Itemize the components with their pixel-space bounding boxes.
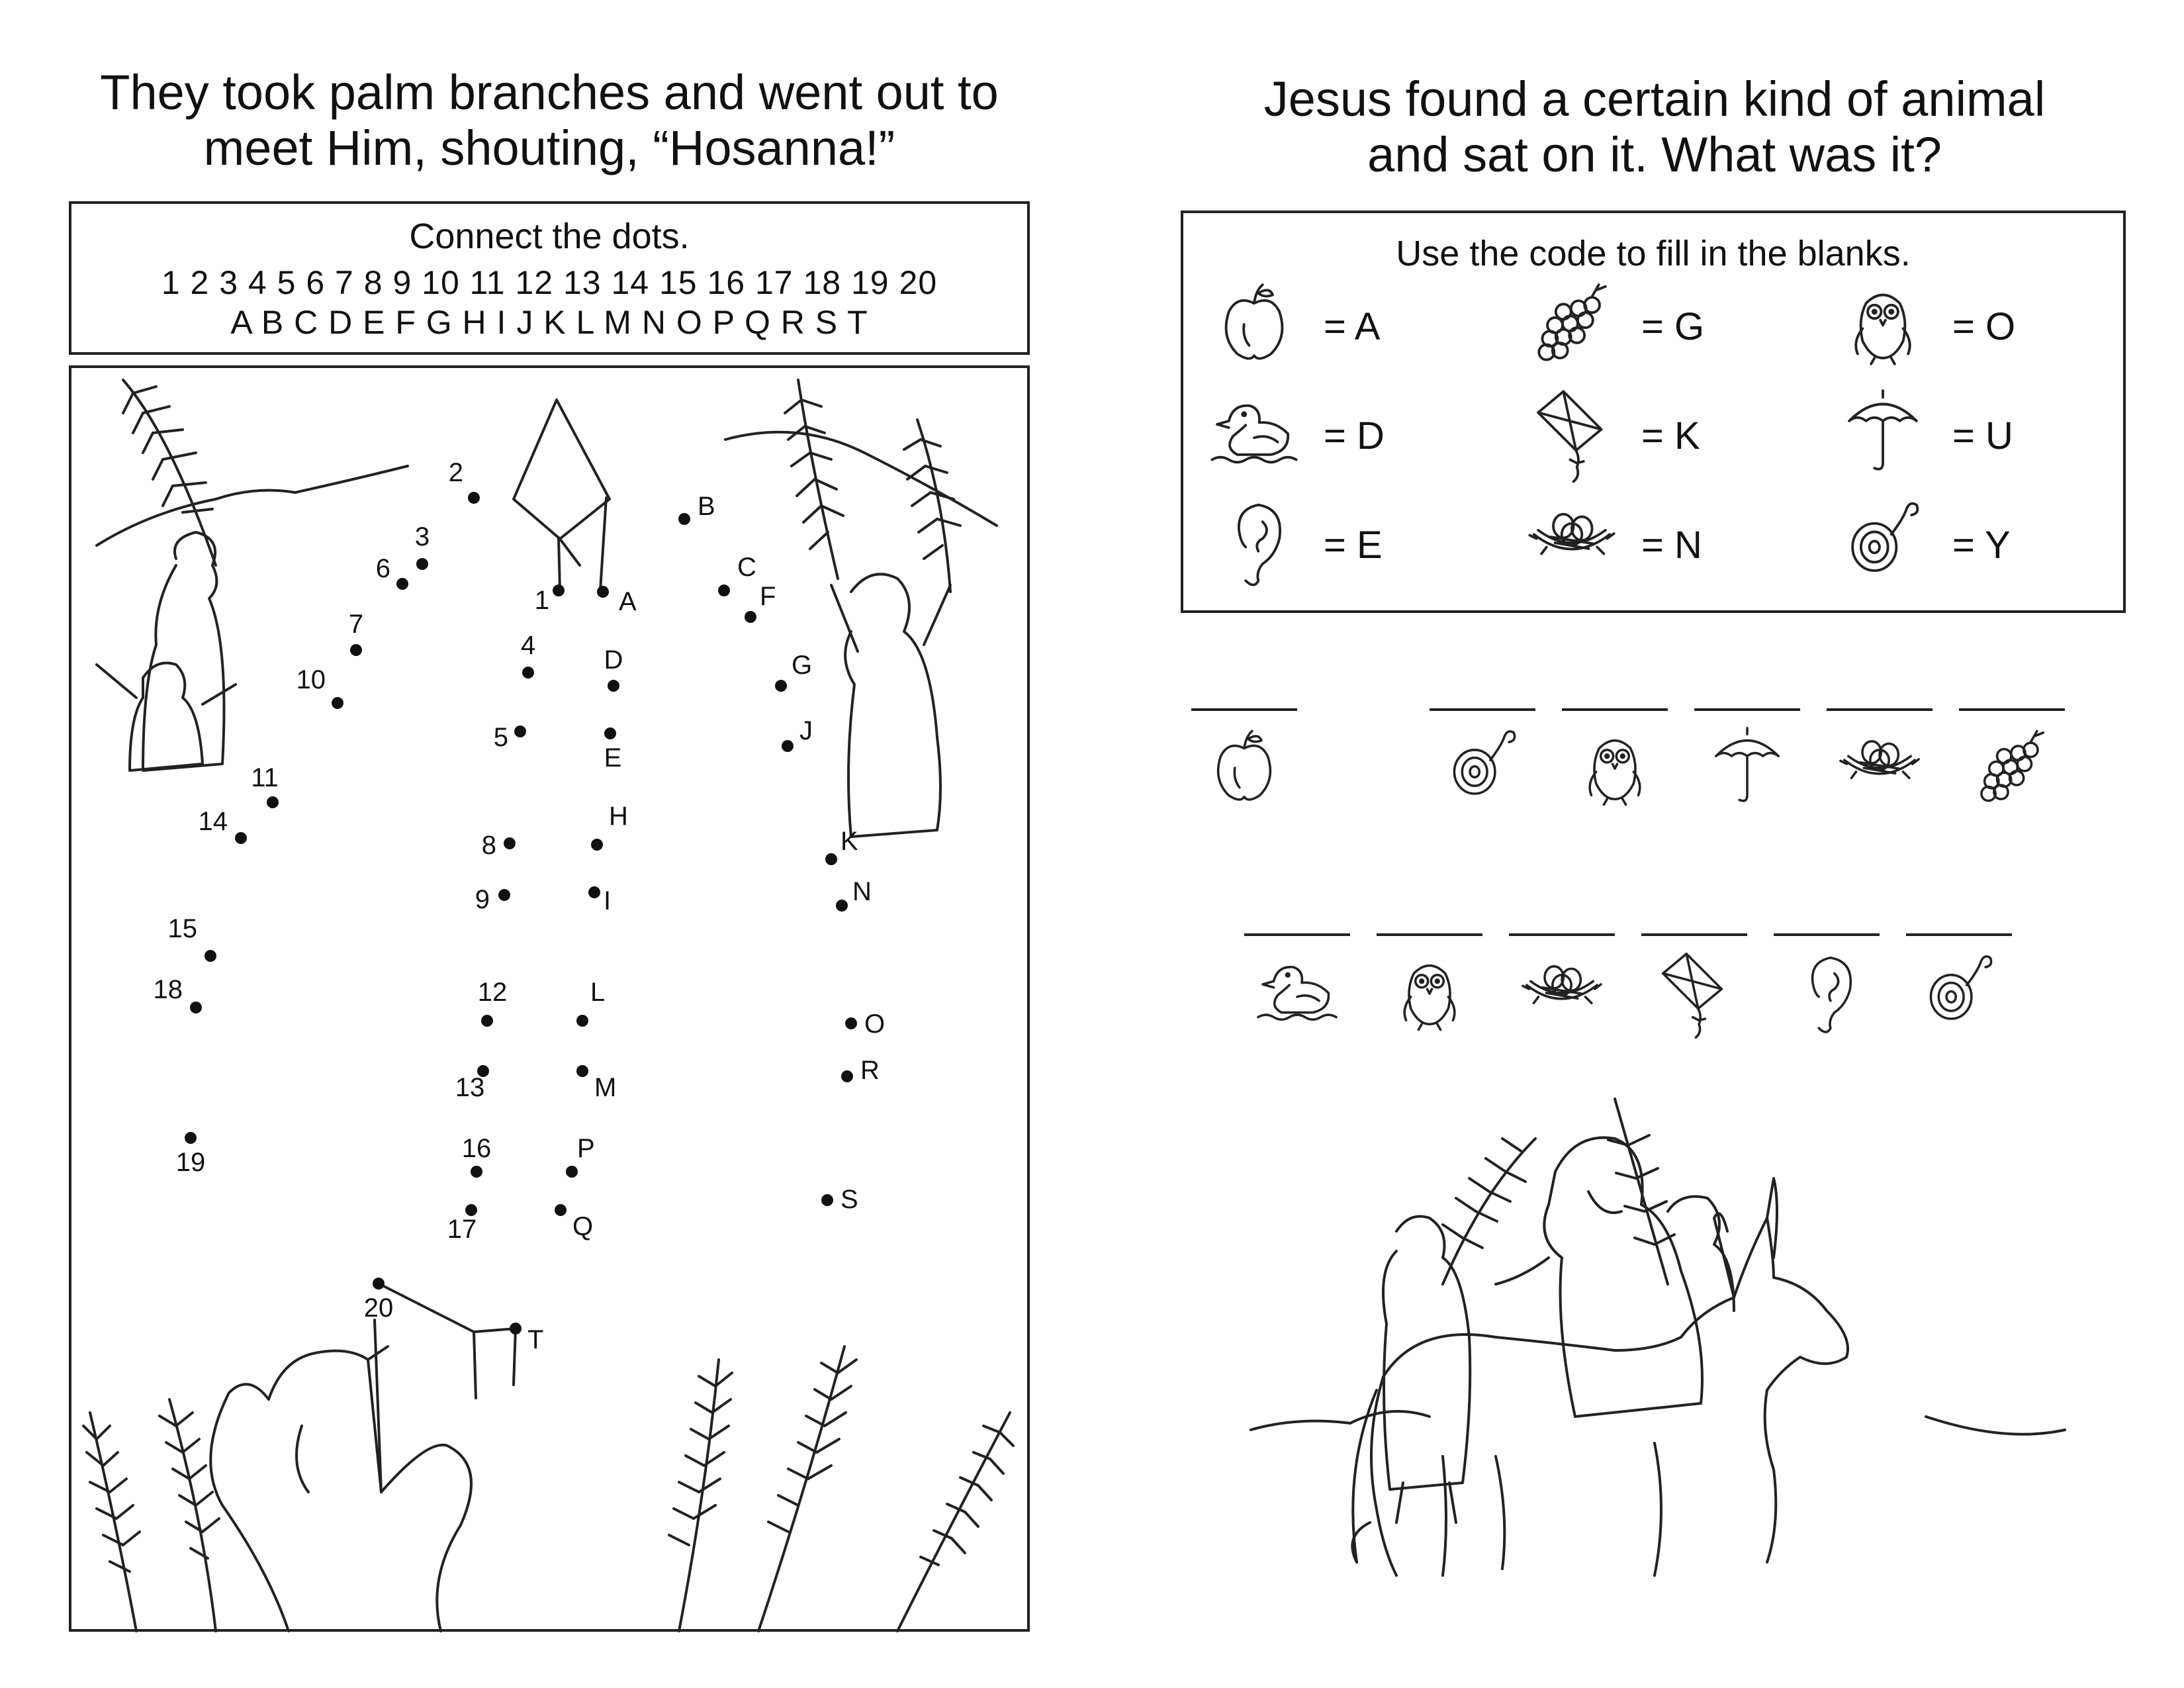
dot-14[interactable] (235, 832, 247, 844)
left-heading (53, 65, 1046, 176)
dot-label-18: 18 (153, 975, 183, 1004)
dot-label-m: M (594, 1073, 617, 1102)
jesus-figure (1544, 1138, 1702, 1417)
dot-i[interactable] (588, 886, 600, 898)
dot-10[interactable] (332, 697, 343, 709)
dot-label-e: E (604, 743, 622, 773)
answer-blank[interactable] (1191, 708, 1297, 711)
nest-icon (1529, 496, 1615, 589)
dot-b[interactable] (678, 513, 690, 525)
dot-2[interactable] (468, 492, 480, 504)
dot-label-14: 14 (198, 807, 228, 836)
dot-6[interactable] (396, 578, 408, 590)
code-key-value: = N (1641, 524, 1702, 567)
palm-frond-jesus (1615, 1099, 1668, 1284)
code-key-apple (1211, 278, 1489, 377)
kite-icon (1655, 950, 1734, 1036)
donkey-body (1371, 1218, 1848, 1575)
apple-icon (1205, 725, 1284, 811)
code-key-grid (1211, 278, 2111, 589)
dot-3[interactable] (416, 558, 428, 570)
answer-blank[interactable] (1827, 708, 1933, 711)
code-key-value: = Y (1952, 524, 2011, 567)
right-heading (1178, 71, 2131, 183)
left-heading-line1: They took palm branches and went out to (100, 65, 999, 120)
dot-l[interactable] (576, 1015, 588, 1027)
dot-m[interactable] (576, 1065, 588, 1077)
dot-q[interactable] (555, 1204, 567, 1216)
dot-c[interactable] (718, 585, 730, 596)
code-key-value: = A (1324, 305, 1381, 348)
right-heading-line1: Jesus found a certain kind of animal (1263, 71, 2046, 126)
code-key-kite (1529, 387, 1807, 487)
code-key-duck (1211, 387, 1489, 487)
dot-t[interactable] (510, 1323, 522, 1335)
dot-label-f: F (760, 582, 776, 611)
ground-left (1251, 1421, 1350, 1430)
dot-label-r: R (860, 1056, 880, 1085)
dot-label-8: 8 (481, 831, 496, 860)
letters-row: A B C D E F G H I J K L M N O P Q R S T (230, 304, 868, 341)
right-heading-line2: and sat on it. What was it? (1367, 127, 1942, 182)
code-key-value: = G (1641, 305, 1705, 348)
dot-label-s: S (841, 1185, 858, 1214)
code-key-umbrella (1840, 387, 2118, 487)
dot-15[interactable] (205, 950, 216, 962)
nest-icon (1840, 725, 1919, 811)
code-key-value: = O (1952, 305, 2016, 348)
dot-h[interactable] (591, 839, 603, 851)
answer-blank[interactable] (1774, 933, 1880, 936)
nest-icon (1522, 950, 1602, 1036)
ear-icon (1787, 950, 1866, 1036)
answer-word-1 (1191, 708, 2085, 827)
dot-label-k: K (841, 827, 858, 856)
owl-icon (1390, 950, 1469, 1036)
dot-label-a: A (619, 587, 637, 616)
apple-icon (1211, 278, 1297, 371)
code-key-grapes (1529, 278, 1807, 377)
dot-label-b: B (698, 492, 715, 521)
yoyo-icon (1840, 496, 1926, 589)
dot-label-11: 11 (251, 763, 279, 792)
dot-11[interactable] (267, 796, 279, 808)
answer-blank[interactable] (1244, 933, 1350, 936)
code-key-yoyo (1840, 496, 2118, 596)
dot-label-g: G (792, 651, 813, 680)
dot-label-15: 15 (167, 914, 197, 943)
dot-19[interactable] (185, 1132, 197, 1144)
donkey-ear-left (1714, 1213, 1734, 1297)
code-instruction: Use the code to fill in the blanks. (1396, 234, 1911, 273)
ear-icon (1211, 496, 1297, 589)
kite-icon (1529, 387, 1615, 480)
dot-label-h: H (609, 802, 628, 831)
owl-icon (1840, 278, 1926, 371)
dot-label-12: 12 (477, 978, 508, 1007)
answer-blank[interactable] (1959, 708, 2065, 711)
dot-label-n: N (852, 877, 872, 906)
code-key-owl (1840, 278, 2118, 377)
dot-label-19: 19 (175, 1148, 206, 1177)
umbrella-icon (1707, 725, 1787, 811)
dot-label-5: 5 (493, 723, 508, 752)
answer-blank[interactable] (1509, 933, 1615, 936)
dot-g[interactable] (775, 680, 787, 692)
left-heading-line2: meet Him, shouting, “Hosanna!” (203, 120, 895, 175)
dot-k[interactable] (825, 853, 837, 865)
answer-blank[interactable] (1694, 708, 1800, 711)
dots-layer (69, 365, 1030, 1632)
dot-label-2: 2 (448, 458, 463, 487)
dot-label-1: 1 (534, 586, 549, 615)
code-key-value: = E (1324, 524, 1383, 567)
dot-8[interactable] (504, 837, 516, 849)
numbers-row: 1 2 3 4 5 6 7 8 9 10 11 12 13 14 15 16 17 18 19 20 (161, 264, 938, 301)
dot-label-o: O (864, 1009, 886, 1039)
dot-label-d: D (604, 645, 623, 675)
dot-7[interactable] (350, 644, 362, 656)
dot-label-l: L (590, 978, 606, 1007)
dot-label-c: C (737, 553, 756, 582)
answer-blank[interactable] (1641, 933, 1747, 936)
dot-a[interactable] (597, 586, 609, 598)
dot-label-q: Q (572, 1212, 594, 1241)
code-key-value: = U (1952, 414, 2013, 457)
yoyo-icon (1443, 725, 1522, 811)
dot-18[interactable] (190, 1002, 202, 1013)
donkey-legs (1443, 1443, 1661, 1575)
dot-16[interactable] (471, 1166, 482, 1178)
dot-1[interactable] (553, 585, 565, 596)
code-key-nest (1529, 496, 1807, 596)
umbrella-icon (1840, 387, 1926, 480)
code-key-value: = D (1324, 414, 1385, 457)
dot-12[interactable] (481, 1015, 493, 1027)
dot-e[interactable] (604, 727, 616, 739)
duck-icon (1211, 387, 1297, 480)
ground-right (1926, 1417, 2065, 1434)
connect-dots-instruction-box (69, 201, 1030, 355)
dot-d[interactable] (608, 680, 619, 692)
dot-label-20: 20 (363, 1293, 394, 1323)
grapes-icon (1529, 278, 1615, 371)
dot-label-4: 4 (520, 631, 536, 660)
connect-dots-instruction: Connect the dots. (409, 216, 690, 256)
dot-label-7: 7 (348, 610, 364, 639)
dot-label-3: 3 (414, 522, 430, 551)
duck-icon (1257, 950, 1337, 1036)
dot-label-13: 13 (455, 1073, 485, 1102)
dot-label-10: 10 (296, 665, 326, 694)
dot-label-t: T (527, 1325, 544, 1354)
code-key-value: = K (1641, 414, 1700, 457)
answer-blank[interactable] (1377, 933, 1482, 936)
dot-5[interactable] (514, 726, 526, 737)
answer-word-2 (1244, 933, 2071, 1053)
answer-blank[interactable] (1906, 933, 2012, 936)
dot-p[interactable] (566, 1166, 578, 1178)
jesus-on-donkey-illustration (1244, 1059, 2105, 1628)
yoyo-icon (1919, 950, 1999, 1036)
dot-o[interactable] (845, 1017, 857, 1029)
answer-blank[interactable] (1562, 708, 1668, 711)
dot-label-6: 6 (375, 554, 390, 583)
woman-figure-right (1383, 1217, 1470, 1490)
answer-blank[interactable] (1430, 708, 1535, 711)
dot-4[interactable] (522, 667, 534, 679)
dot-label-16: 16 (461, 1134, 492, 1163)
dot-20[interactable] (373, 1278, 385, 1289)
grapes-icon (1972, 725, 2052, 811)
dot-label-i: I (604, 886, 612, 915)
dot-n[interactable] (836, 900, 848, 912)
dot-j[interactable] (782, 740, 794, 752)
code-key-ear (1211, 496, 1489, 596)
dot-label-j: J (799, 716, 813, 745)
dot-label-p: P (577, 1134, 595, 1163)
dot-s[interactable] (821, 1194, 833, 1206)
dot-r[interactable] (841, 1070, 853, 1082)
dot-label-17: 17 (447, 1215, 477, 1244)
owl-icon (1575, 725, 1655, 811)
dot-f[interactable] (745, 611, 756, 623)
dot-9[interactable] (498, 889, 510, 901)
dot-label-9: 9 (475, 885, 490, 914)
